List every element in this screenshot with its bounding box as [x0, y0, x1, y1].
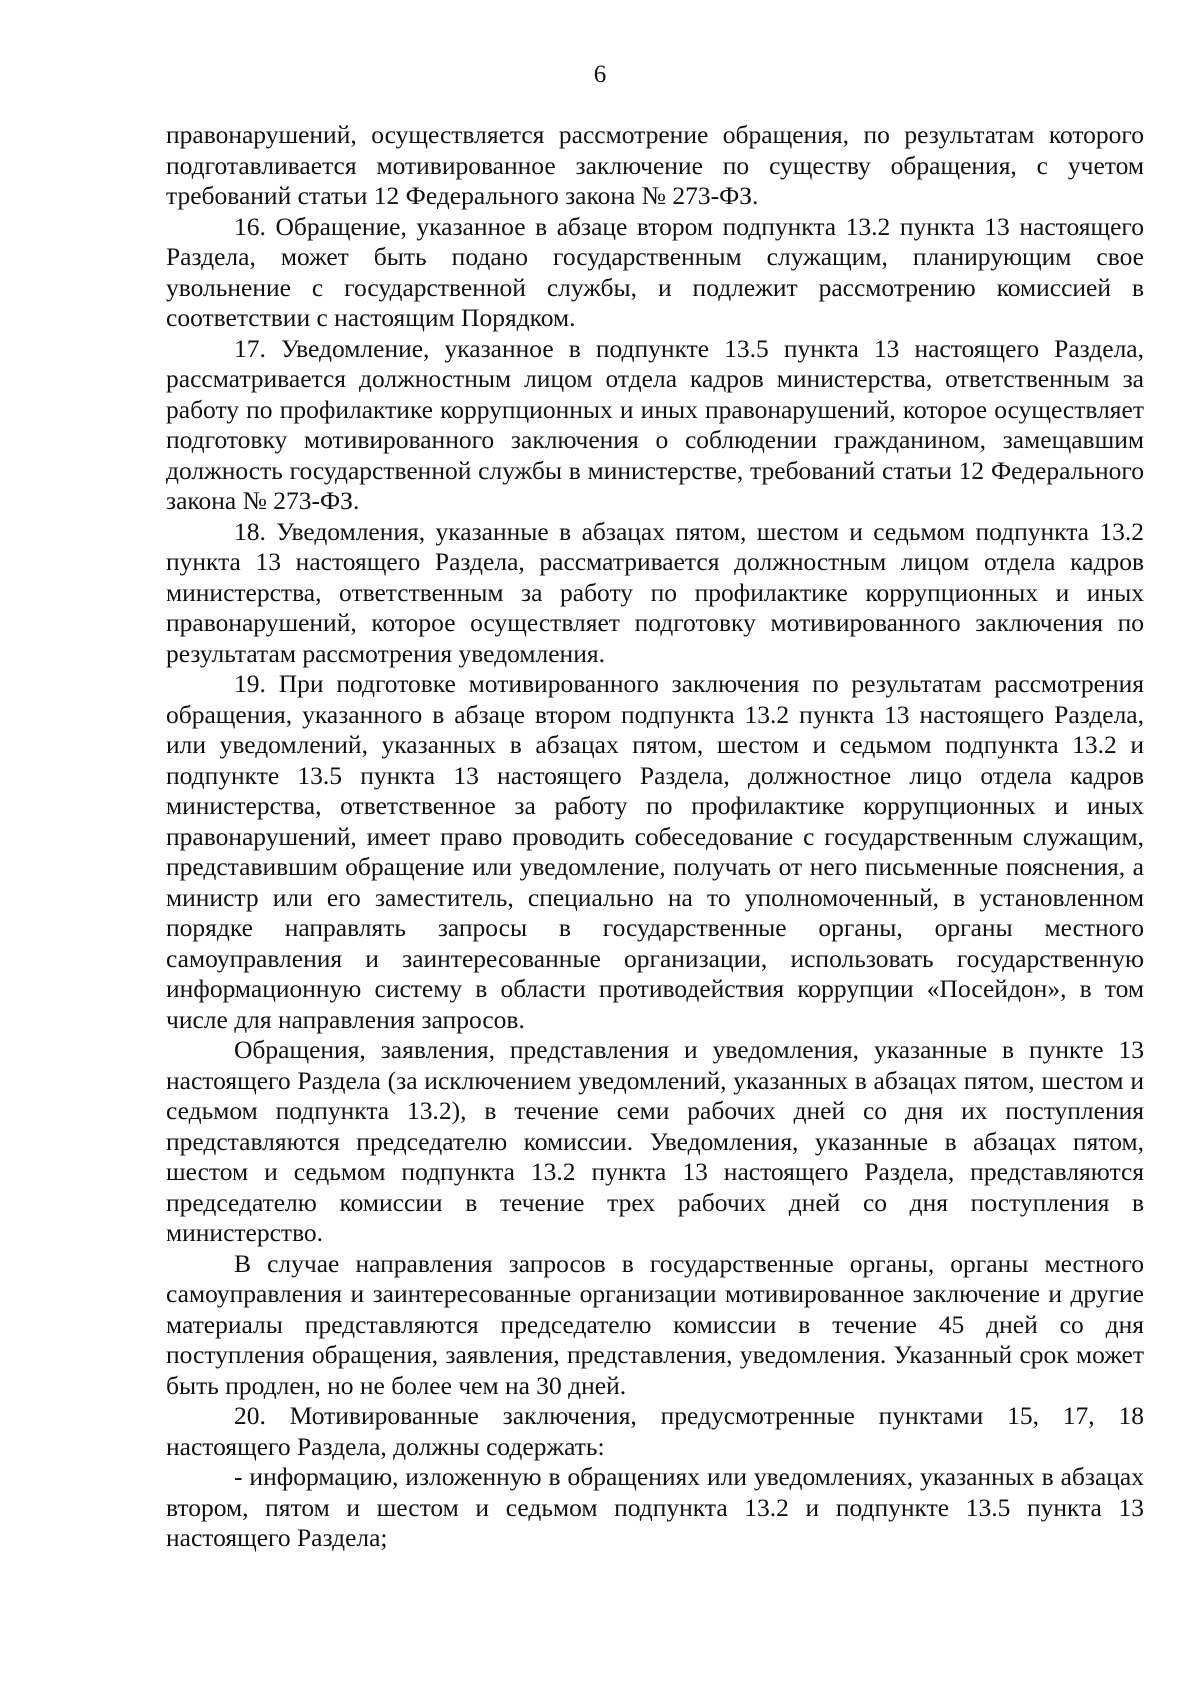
- paragraph-18: 18. Уведомления, указанные в абзацах пятом, шестом и седьмом подпункта 13.2 пункта 13 настоящего Раздела, рассматривается должностным лицом отдела кадров министерства, ответственным за работу по профилактике коррупционных и иных правонарушений, которое осуществляет подготовку мотивированного заключения по результатам рассмотрения уведомления.: [166, 516, 1144, 668]
- paragraph-16: 16. Обращение, указанное в абзаце втором подпункта 13.2 пункта 13 настоящего Раздела, может быть подано государственным служащим, планирующим свое увольнение с государственной службы, и подлежит рассмотрению комиссией в соответствии с настоящим Порядком.: [166, 211, 1144, 332]
- paragraph-continuation: правонарушений, осуществляется рассмотрение обращения, по результатам которого подготавливается мотивированное заключение по существу обращения, с учетом требований статьи 12 Федерального закона № 273-ФЗ.: [166, 120, 1144, 210]
- document-body: [166, 120, 1144, 1554]
- paragraph-19-submission: Обращения, заявления, представления и уведомления, указанные в пункте 13 настоящего Раздела (за исключением уведомлений, указанных в абзацах пятом, шестом и седьмом подпункта 13.2), в течение семи рабочих дней со дня их поступления представляются председателю комиссии. Уведомления, указанные в абзацах пятом, шестом и седьмом подпункта 13.2 пункта 13 настоящего Раздела, представляются председателю комиссии в течение трех рабочих дней со дня поступления в министерство.: [166, 1035, 1144, 1247]
- paragraph-19: 19. При подготовке мотивированного заключения по результатам рассмотрения обращения, указанного в абзаце втором подпункта 13.2 пункта 13 настоящего Раздела, или уведомлений, указанных в абзацах пятом, шестом и седьмом подпункта 13.2 и подпункте 13.5 пункта 13 настоящего Раздела, должностное лицо отдела кадров министерства, ответственное за работу по профилактике коррупционных и иных правонарушений, имеет право проводить собеседование с государственным служащим, представившим обращение или уведомление, получать от него письменные пояснения, а министр или его заместитель, специально на то уполномоченный, в установленном порядке направлять запросы в государственные органы, органы местного самоуправления и заинтересованные организации, использовать государственную информационную систему в области противодействия коррупции «Посейдон», в том числе для направления запросов.: [166, 669, 1144, 1034]
- paragraph-20: 20. Мотивированные заключения, предусмотренные пунктами 15, 17, 18 настоящего Раздела, должны содержать:: [166, 1401, 1144, 1461]
- paragraph-20-list-item: - информацию, изложенную в обращениях или уведомлениях, указанных в абзацах втором, пятом и шестом и седьмом подпункта 13.2 и подпункте 13.5 пункта 13 настоящего Раздела;: [166, 1462, 1144, 1552]
- paragraph-17: 17. Уведомление, указанное в подпункте 13.5 пункта 13 настоящего Раздела, рассматривается должностным лицом отдела кадров министерства, ответственным за работу по профилактике коррупционных и иных правонарушений, которое осуществляет подготовку мотивированного заключения о соблюдении гражданином, замещавшим должность государственной службы в министерстве, требований статьи 12 Федерального закона № 273-ФЗ.: [166, 333, 1144, 515]
- paragraph-19-requests: В случае направления запросов в государственные органы, органы местного самоуправления и заинтересованные организации мотивированное заключение и другие материалы представляются председателю комиссии в течение 45 дней со дня поступления обращения, заявления, представления, уведомления. Указанный срок может быть продлен, но не более чем на 30 дней.: [166, 1248, 1144, 1400]
- page-number: 6: [593, 61, 607, 88]
